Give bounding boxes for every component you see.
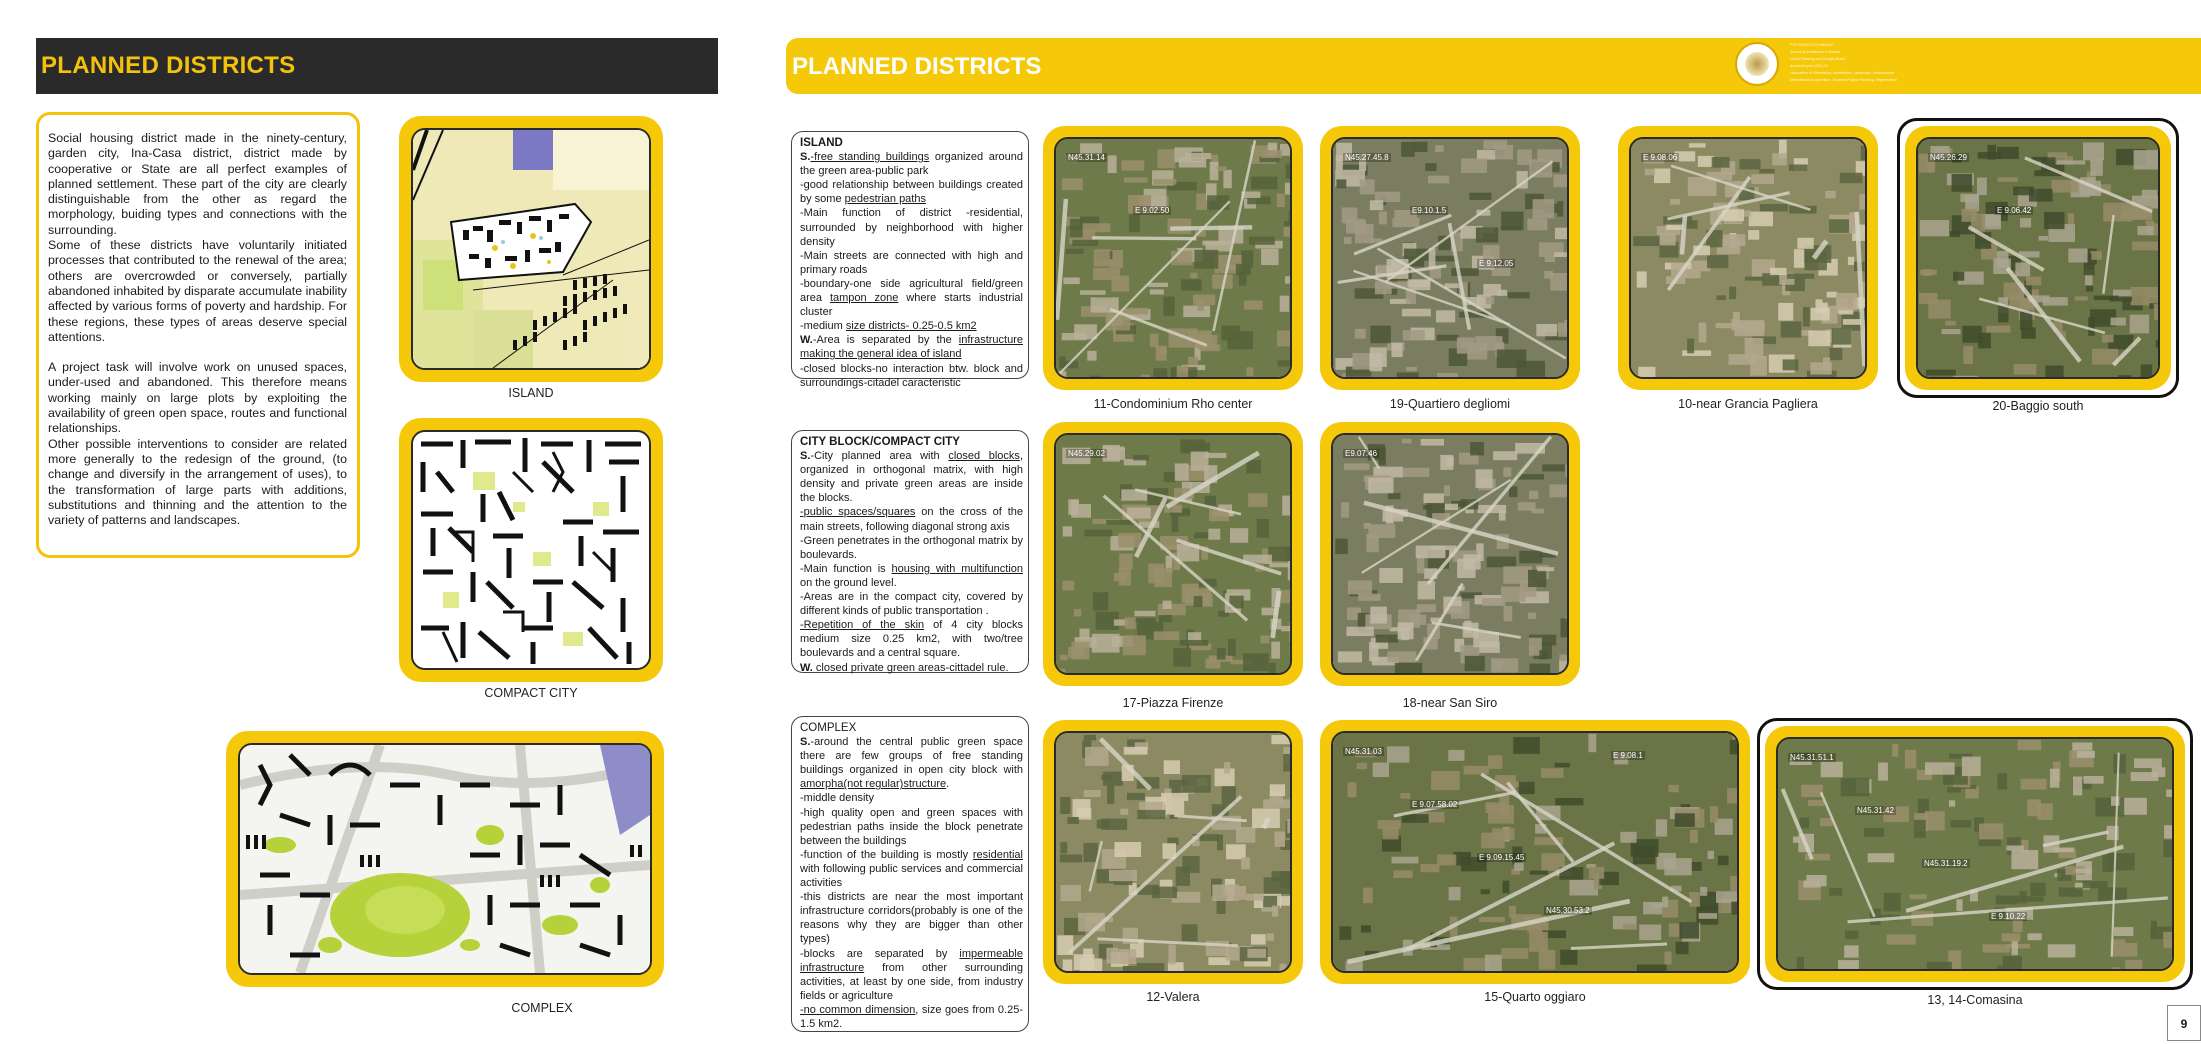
coordinate-label: E 9.08.06 (1643, 153, 1678, 162)
compact-city-diagram-frame (399, 418, 663, 682)
description-line (800, 277, 1023, 319)
coordinate-label: E 9.07.58.02 (1412, 800, 1458, 809)
intro-text-box (36, 112, 360, 558)
left-page-title: PLANNED DISTRICTS (41, 52, 296, 79)
description-text: -Main function of district -residential, surrounded by neighborhood with higher density (800, 207, 1023, 248)
header-info-line: Laboratorio di Urbanistica, Architettura, Landscape, Infrastructure (1790, 71, 1894, 75)
intro-paragraph-4: Other possible interventions to consider are related more generally to the redesign of the ground, (to change and diversify in the arrangement of uses), to the transformation of large parts with additions, substitutions and thinning and the attention to the variety of patterns and landscapes. (48, 436, 347, 528)
description-rest: with following public services and commercial activities (800, 862, 1023, 890)
description-text: -City planned area with (810, 450, 949, 463)
right-page-title: PLANNED DISTRICTS (792, 53, 1042, 80)
description-rest: , size goes from 0.25- 1.5 km2. (800, 1003, 1023, 1030)
complex-diagram (238, 743, 652, 975)
left-header-bar (36, 38, 718, 94)
compact-aerial-photo (1331, 433, 1569, 675)
description-rest: where starts industrial cluster (800, 292, 1023, 319)
description-lead: S. (800, 450, 811, 463)
header-info-line: International Cooperation, Students Project Planning, Regeneration (1790, 78, 1898, 82)
description-u: tampon zone (829, 292, 899, 305)
description-text: -closed blocks-no interaction btw. block and surroundings-citadel caracteristic (800, 362, 1023, 389)
island-aerial-photo (1054, 137, 1292, 379)
description-text: -Area is separated by the (812, 334, 959, 347)
description-rest: of 4 city blocks medium size 0.25 km2, with two/tree boulevards and a central square. (800, 619, 1023, 660)
coordinate-label: N45.27.45.8 (1345, 153, 1389, 162)
coordinate-label: N45.31.14 (1068, 153, 1105, 162)
island-aerial-photo-frame (1320, 126, 1580, 390)
description-u: infrastructure making the general idea of island (800, 334, 1023, 361)
coordinate-label: N45.30.53.2 (1546, 906, 1590, 915)
description-lead: S. (800, 151, 811, 164)
right-header-bar (786, 38, 2201, 94)
compact-city-caption: COMPACT CITY (484, 686, 578, 700)
intro-paragraph-2: Some of these districts have voluntarily initiated processes that contributed to the renewal of the area; others are overcrowded or conversely, partially abandoned inhabited by disparate accumulate inability affected by various forms of poverty and hardship. For these regions, these types of areas deserve special attentions. (48, 238, 347, 344)
description-line (800, 178, 1023, 206)
coordinate-label: E9.07.46 (1345, 449, 1378, 458)
description-rest: on the cross of the main streets, following diagonal strong axis (800, 506, 1023, 533)
description-text: closed private green areas-cittadel rule. (812, 661, 1009, 674)
description-line (800, 618, 1023, 660)
header-info-line: Scuola di Architettura e Società (1790, 50, 1840, 54)
compact-city-diagram (411, 430, 651, 670)
description-text: -good relationship between buildings created by some (800, 179, 1023, 206)
description-u: -free standing buildings (810, 151, 930, 164)
selected-photo-outline (1757, 718, 2193, 990)
description-lead: W. (800, 661, 813, 674)
description-text: -middle density (800, 792, 874, 805)
description-u: closed blocks (948, 450, 1020, 463)
compact-aerial-photo-frame (1043, 422, 1303, 686)
intro-paragraph-3: A project task will involve work on unused spaces, under-used and abandoned. This therefore means working mainly on large plots by exploiting the availability of green open space, routes and functional relationships. (48, 360, 347, 436)
description-line (800, 848, 1023, 890)
island-photo-caption: 20-Baggio south (1992, 399, 2084, 413)
compact-title: CITY BLOCK/COMPACT CITY (800, 436, 960, 448)
selected-photo-outline (1897, 118, 2179, 398)
description-line (800, 333, 1023, 361)
description-text: -Main streets are connected with high and primary roads (800, 249, 1023, 276)
header-info-line: Urban Planning and Design Studio (1790, 57, 1846, 61)
description-line (800, 534, 1023, 562)
complex-aerial-photo (1054, 731, 1292, 973)
compact-aerial-photo (1054, 433, 1292, 675)
description-u: amorpha(not regular)structure (800, 778, 947, 791)
complex-description (791, 716, 1029, 1032)
description-lead: W. (800, 334, 813, 347)
coordinate-label: N45.26.29 (1930, 153, 1967, 162)
header-info-text (1790, 42, 1897, 84)
description-u: housing with multifunction (891, 562, 1023, 575)
coordinate-label: E 9.08.1 (1613, 751, 1643, 760)
island-diagram-frame (399, 116, 663, 382)
description-line (800, 890, 1023, 946)
complex-aerial-photo (1331, 731, 1739, 973)
university-seal-logo (1735, 42, 1779, 86)
island-aerial-photo (1629, 137, 1867, 379)
island-photo-caption: 11-Condominium Rho center (1093, 397, 1253, 411)
coordinate-label: E 9.12.05 (1479, 259, 1514, 268)
description-text: -function of the building is mostly (800, 848, 973, 861)
description-line (800, 449, 1023, 505)
island-diagram (411, 128, 651, 370)
header-info-line: Academic year 2010-11 (1790, 64, 1828, 68)
description-line (800, 735, 1023, 791)
intro-paragraph-1: Social housing district made in the ninety-century, garden city, Ina-Casa district, district made by cooperative or State are all perfect examples of planned settlement. These part of the city are clearly distinguishable from the other as regard the morphology, buiding types and connections with the surrounding. (48, 131, 347, 237)
description-text: -high quality open and green spaces with pedestrian paths inside the block penetrate between the buildings (800, 806, 1023, 847)
description-u: size districts- 0.25-0.5 km2 (845, 320, 977, 333)
coordinate-label: E 9.09.15.45 (1479, 853, 1525, 862)
description-u: impermeable infrastructure (800, 947, 1023, 974)
description-line (800, 791, 1023, 805)
island-aerial-photo-frame (1043, 126, 1303, 390)
coordinate-label: N45.31.19.2 (1924, 859, 1968, 868)
complex-aerial-photo-frame (1320, 720, 1750, 984)
description-lead: S. (800, 736, 811, 749)
complex-photo-caption: 13, 14-Comasina (1927, 993, 2023, 1007)
description-line (800, 590, 1023, 618)
compact-photo-caption: 18-near San Siro (1402, 696, 1498, 710)
coordinate-label: N45.31.42 (1857, 806, 1894, 815)
compact-city-description (791, 430, 1029, 673)
coordinate-label: E 9.10.22 (1991, 912, 2026, 921)
island-title: ISLAND (800, 137, 843, 149)
complex-caption: COMPLEX (511, 1001, 573, 1015)
description-line (800, 1003, 1023, 1031)
description-rest: , organized in orthogonal matrix, with high density and private green areas are inside the blocks. (800, 450, 1023, 505)
complex-title: COMPLEX (800, 722, 857, 734)
coordinate-label: N45.29.02 (1068, 449, 1105, 458)
description-u: pedestrian paths (844, 193, 926, 206)
description-rest: organized around the green area-public park (800, 151, 1023, 178)
coordinate-label: E 9.02.50 (1135, 206, 1170, 215)
island-aerial-photo (1331, 137, 1569, 379)
coordinate-label: E 9.06.42 (1997, 206, 2032, 215)
island-photo-caption: 10-near Grancia Pagliera (1678, 397, 1818, 411)
coordinate-label: E9.10.1.5 (1412, 206, 1447, 215)
description-u: residential (972, 848, 1023, 861)
coordinate-label: N45.31.51.1 (1790, 753, 1834, 762)
island-aerial-photo-frame (1618, 126, 1878, 390)
description-line (800, 661, 1023, 675)
island-photo-caption: 19-Quartiero degliomi (1389, 397, 1511, 411)
description-line (800, 806, 1023, 848)
island-caption: ISLAND (508, 386, 554, 400)
description-u: -Repetition of the skin (800, 619, 925, 632)
description-line (800, 505, 1023, 533)
header-info-line: POLITECNICO DI MILANO (1790, 43, 1834, 47)
description-line (800, 206, 1023, 248)
description-line (800, 150, 1023, 178)
description-text: -around the central public green space there are few groups of free standing buildings organized in open city block with (800, 736, 1023, 777)
description-rest: from other surrounding activities, at least by one side, from industry fields or agriculture (800, 961, 1023, 1002)
description-text: -boundary-one side agricultural field/green area (800, 277, 1023, 305)
description-rest: . (946, 778, 950, 791)
description-text: -medium (800, 320, 846, 333)
description-text: -Main function is (800, 562, 892, 575)
complex-photo-caption: 15-Quarto oggiaro (1484, 990, 1586, 1004)
description-line (800, 562, 1023, 590)
description-text: -this districts are near the most important infrastructure corridors(probably is one of the reasons why they are bigger than other types) (800, 891, 1023, 946)
compact-photo-caption: 17-Piazza Firenze (1122, 696, 1224, 710)
description-line (800, 249, 1023, 277)
description-u: -public spaces/squares (800, 506, 916, 519)
island-description (791, 131, 1029, 389)
coordinate-label: N45.31.03 (1345, 747, 1382, 756)
description-u: -no common dimension (800, 1003, 916, 1016)
description-line (800, 947, 1023, 1003)
complex-diagram-frame (226, 731, 664, 987)
page-number: 9 (2167, 1005, 2201, 1041)
description-text: -Areas are in the compact city, covered by different kinds of public transportation . (800, 591, 1023, 618)
complex-photo-caption: 12-Valera (1146, 990, 1200, 1004)
description-line (800, 319, 1023, 333)
description-text: -blocks are separated by (800, 947, 960, 960)
compact-aerial-photo-frame (1320, 422, 1580, 686)
description-text: -Green penetrates in the orthogonal matrix by boulevards. (800, 534, 1023, 561)
complex-aerial-photo-frame (1043, 720, 1303, 984)
description-line (800, 362, 1023, 390)
description-rest: on the ground level. (800, 576, 897, 589)
